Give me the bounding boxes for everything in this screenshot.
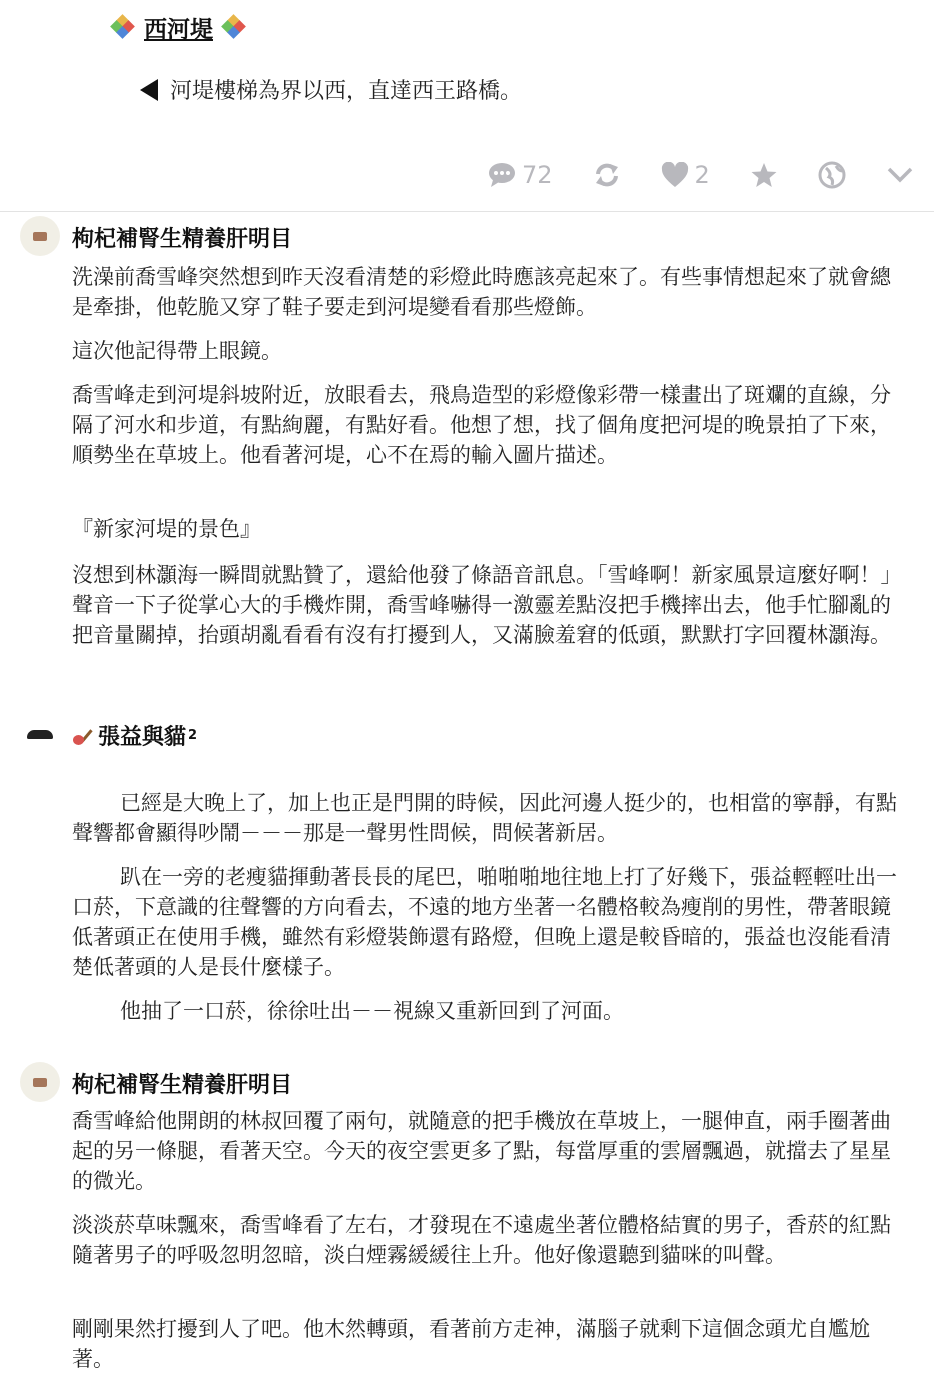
more-button[interactable] — [886, 165, 914, 185]
reply-author-name: 張益與貓 — [98, 725, 187, 750]
reply-paragraph: 淡淡菸草味飄來，喬雪峰看了左右，才發現在不遠處坐著位體格結實的男子，香菸的紅點隨著男子的呼吸忽明忽暗，淡白煙霧緩緩往上升。他好像還聽到貓咪的叫聲。 — [72, 1213, 891, 1267]
reply-author[interactable]: 枸杞補腎生精養肝明目 — [72, 227, 293, 252]
post-note-text: 河堤樓梯為界以西，直達西王路橋。 — [170, 79, 523, 104]
cat-icon — [27, 730, 53, 739]
favorite-button[interactable] — [750, 161, 778, 189]
chevron-down-icon — [886, 165, 914, 185]
avatar[interactable] — [20, 216, 60, 256]
post-heading-link[interactable]: 西河堤 — [144, 16, 213, 43]
reply-paragraph: 趴在一旁的老瘦貓揮動著長長的尾巴，啪啪啪地往地上打了好幾下，張益輕輕吐出一口菸，下意識的往聲響的方向看去，不遠的地方坐著一名體格較為瘦削的男性，帶著眼鏡低著頭正在使用手機，雖然有彩燈裝飾還有路燈，但晚上還是較昏暗的，張益也沒能看清楚低著頭的人是長什麼樣子。 — [72, 865, 897, 979]
reply-paragraph: 沒想到林灝海一瞬間就點贊了，還給他發了條語音訊息。「雪峰啊！新家風景這麼好啊！」聲音一下子從掌心大的手機炸開，喬雪峰嚇得一激靈差點沒把手機摔出去，他手忙腳亂的把音量關掉，抬頭胡亂看看有沒有打擾到人，又滿臉羞窘的低頭，默默打字回覆林灝海。 — [72, 563, 902, 647]
post-note — [140, 74, 522, 105]
like-count: 2 — [694, 161, 710, 189]
reply-paragraph: 他抽了一口菸，徐徐吐出－－視線又重新回到了河面。 — [120, 999, 624, 1023]
reply-paragraph: 『新家河堤的景色』 — [72, 517, 261, 541]
comment-bubble-icon — [488, 162, 516, 188]
triangle-left-icon — [140, 79, 158, 101]
repost-button[interactable] — [593, 161, 621, 189]
globe-icon — [818, 161, 846, 189]
reply-author-sup: 2 — [188, 728, 198, 743]
post-actions-bar — [488, 156, 928, 194]
reply-paragraph: 喬雪峰給他開朗的林叔回覆了兩句，就隨意的把手機放在草坡上，一腿伸直，兩手圈著曲起的另一條腿，看著天空。今天的夜空雲更多了點，每當厚重的雲層飄過，就擋去了星星的微光。 — [72, 1109, 891, 1193]
guitar-icon — [72, 725, 94, 747]
brick-icon — [33, 232, 47, 241]
divider — [0, 211, 934, 212]
brick-icon — [33, 1078, 47, 1087]
reply-author[interactable] — [72, 720, 197, 751]
share-button[interactable] — [818, 161, 846, 189]
reply-paragraph: 剛剛果然打擾到人了吧。他木然轉頭，看著前方走神，滿腦子就剩下這個念頭尤自尷尬著。 — [72, 1317, 870, 1371]
reply-author[interactable]: 枸杞補腎生精養肝明目 — [72, 1073, 293, 1098]
reply-paragraph: 已經是大晚上了，加上也正是門開的時候，因此河邊人挺少的，也相當的寧靜，有點聲響都會顯得吵鬧－－－那是一聲男性問候，問候著新居。 — [72, 791, 897, 845]
avatar[interactable] — [20, 714, 60, 754]
avatar[interactable] — [20, 1062, 60, 1102]
comment-button[interactable] — [488, 161, 553, 189]
post-heading-row — [112, 12, 245, 42]
refresh-icon — [593, 161, 621, 189]
diamond-icon — [223, 16, 245, 38]
reply-paragraph: 喬雪峰走到河堤斜坡附近，放眼看去，飛鳥造型的彩燈像彩帶一樣畫出了斑斕的直線，分隔了河水和步道，有點絢麗，有點好看。他想了想，找了個角度把河堤的晚景拍了下來，順勢坐在草坡上。他看著河堤，心不在焉的輸入圖片描述。 — [72, 383, 891, 467]
heart-icon — [661, 162, 689, 188]
like-button[interactable] — [661, 161, 710, 189]
star-icon — [750, 161, 778, 189]
reply-paragraph: 這次他記得帶上眼鏡。 — [72, 339, 282, 363]
reply-paragraph: 洗澡前喬雪峰突然想到昨天沒看清楚的彩燈此時應該亮起來了。有些事情想起來了就會總是牽掛，他乾脆又穿了鞋子要走到河堤變看看那些燈飾。 — [72, 265, 891, 319]
comment-count: 72 — [522, 161, 553, 189]
diamond-icon — [112, 16, 134, 38]
